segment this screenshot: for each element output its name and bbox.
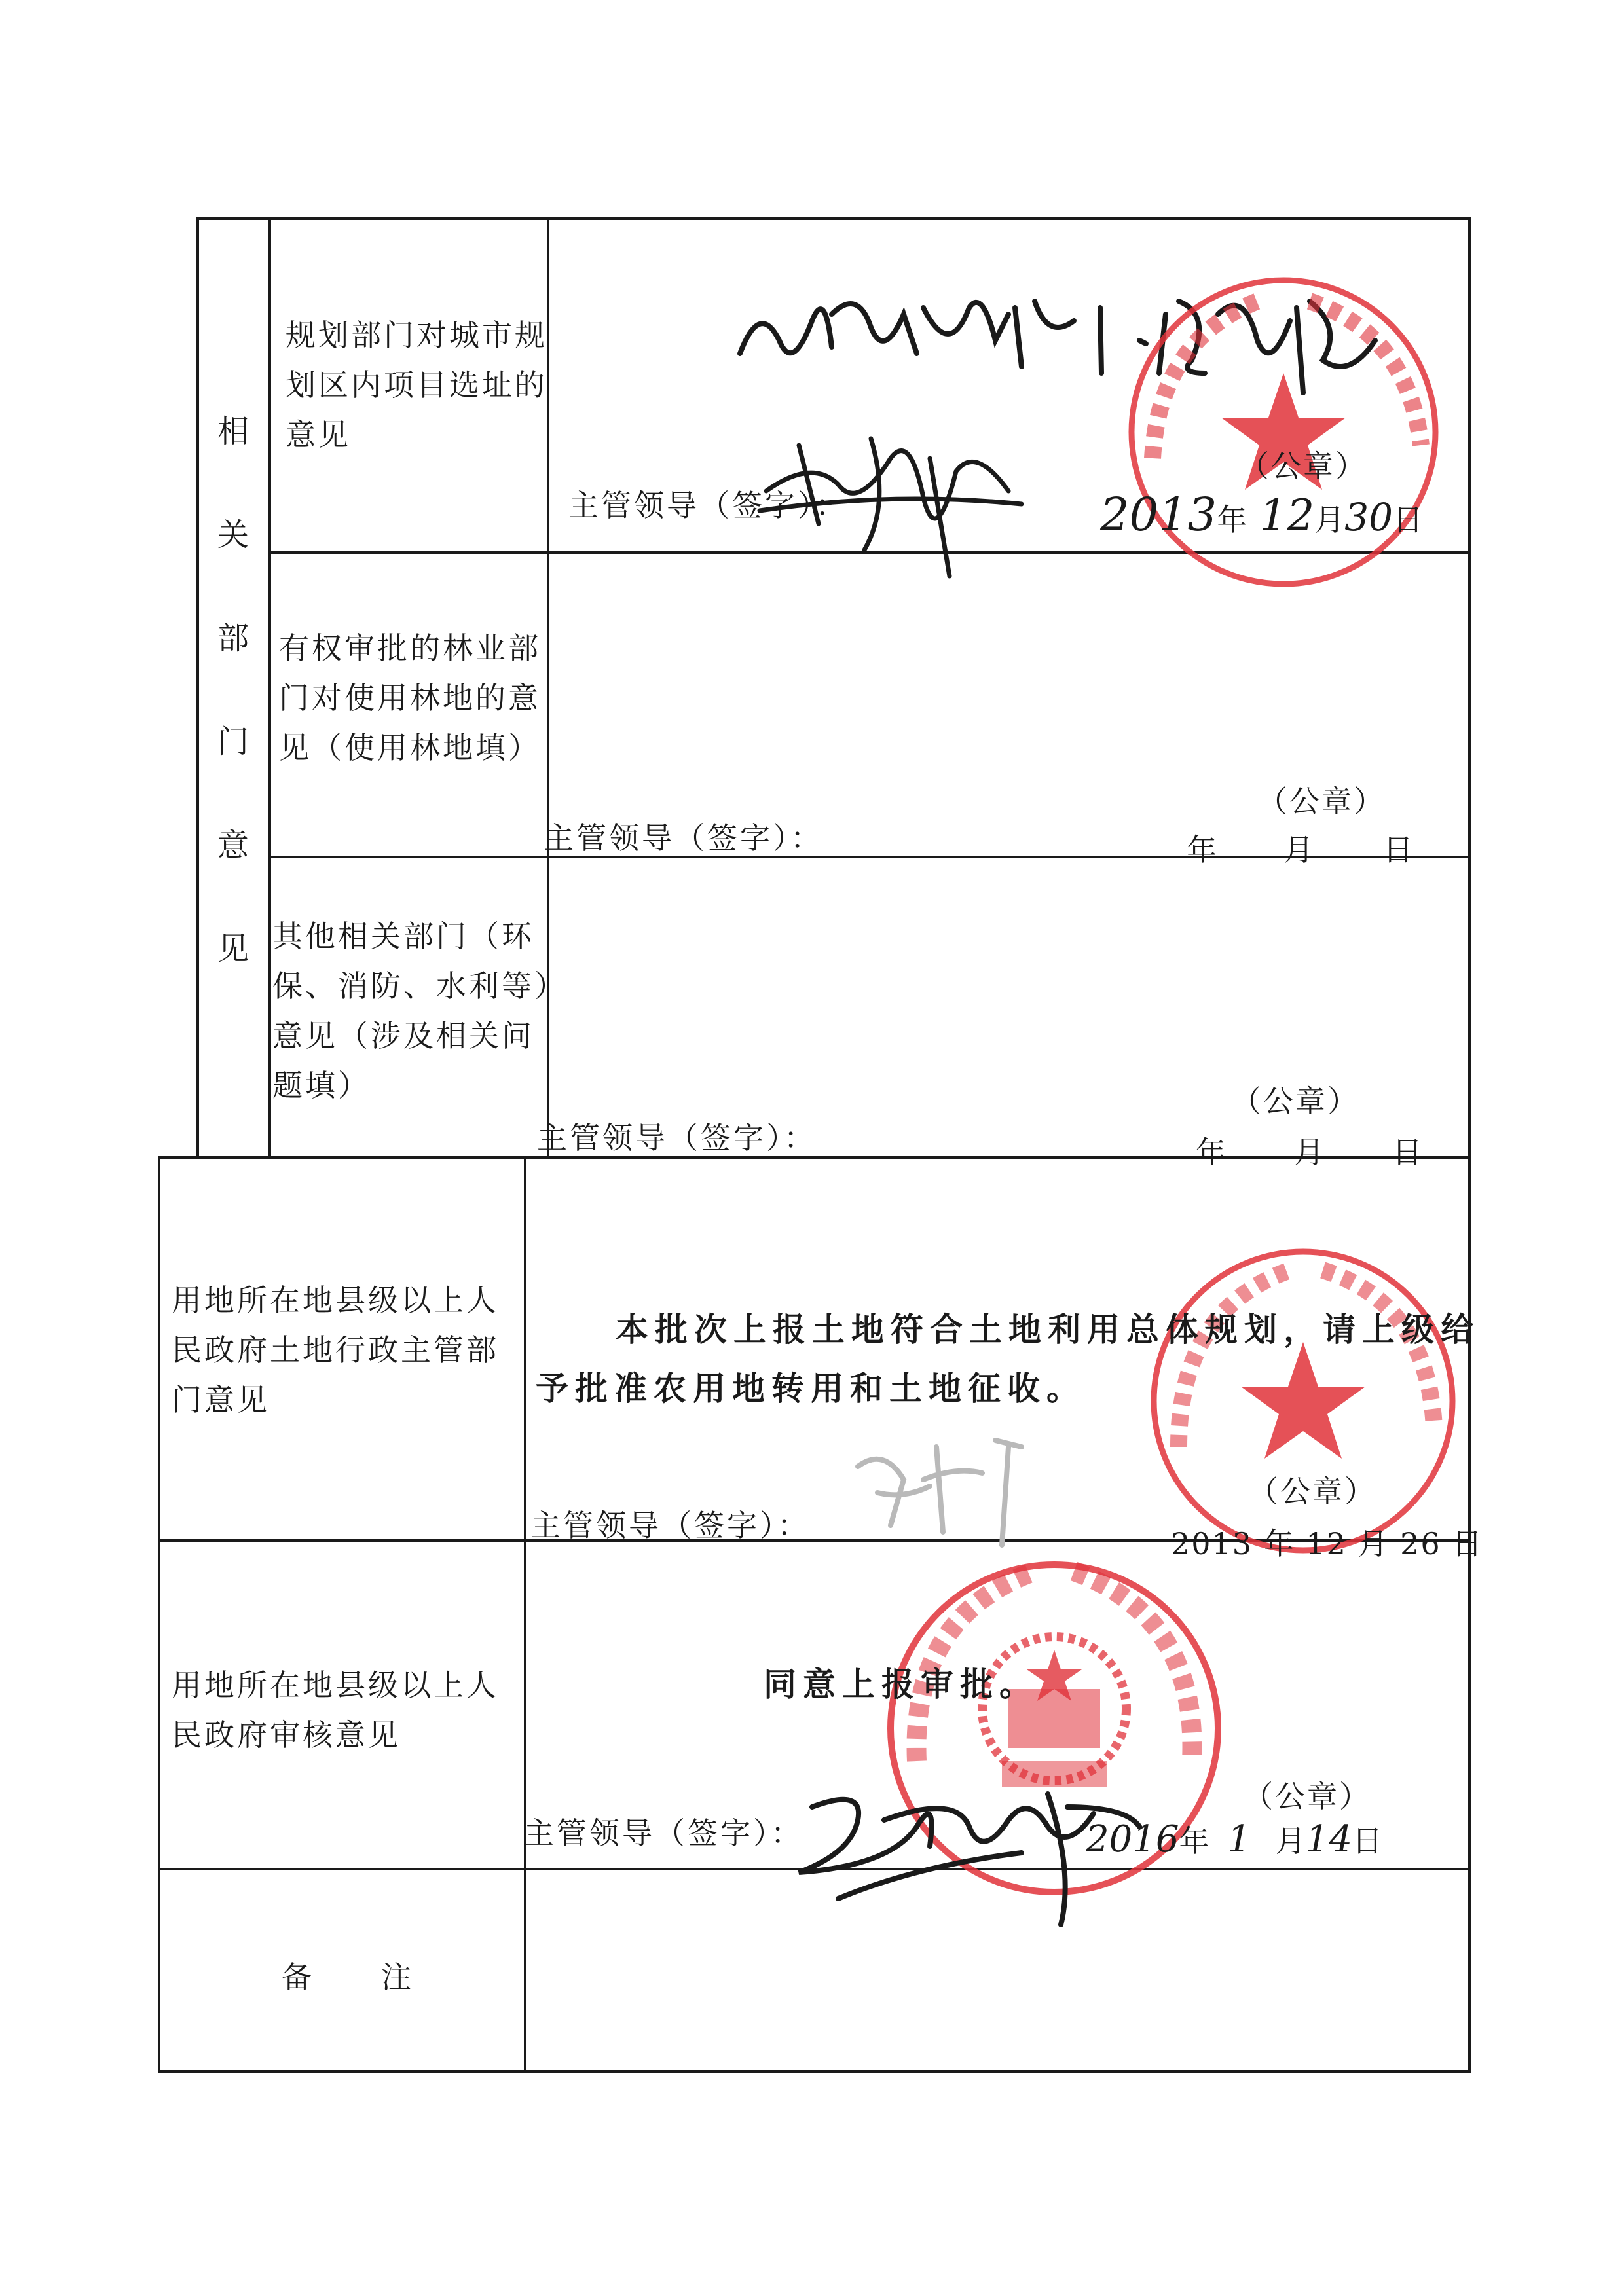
row5-label-line: 民政府审核意见 (172, 1717, 401, 1753)
date-day-unit: 日 (1383, 832, 1413, 867)
row4-label-line: 门意见 (172, 1382, 270, 1417)
row2-label-line: 门对使用林地的意 (279, 680, 541, 716)
date-day-unit: 日 (1392, 1135, 1422, 1170)
row4-opinion-line: 予批准农用地转用和土地征收。 (536, 1369, 1086, 1408)
row1-signature-label: 主管领导（签字）： (568, 488, 848, 523)
side-label-char: 关 (217, 517, 249, 553)
row5-date (1086, 1817, 1382, 1861)
row1-label (286, 310, 547, 460)
table-border-bottom (158, 2070, 1471, 2073)
side-label-char: 门 (217, 723, 249, 760)
row4-label-line: 用地所在地县级以上人 (172, 1283, 499, 1318)
side-label-char: 意 (217, 827, 249, 864)
side-label-char: 部 (217, 620, 249, 657)
row1-seal-label: （公章） (1239, 448, 1367, 484)
date-month-unit: 月 (1275, 1823, 1306, 1859)
side-label-char: 相 (217, 413, 249, 450)
date-day: 30 (1344, 495, 1393, 539)
date-year-unit: 年 (1179, 1823, 1209, 1859)
row5-label (172, 1660, 499, 1760)
row4-signature (851, 1421, 1048, 1552)
row3-signature-label: 主管领导（签字）： (537, 1120, 817, 1156)
date-year: 2013 (1100, 488, 1217, 541)
row5-signature (786, 1768, 1153, 1964)
row1-label-line: 划区内项目选址的 (286, 367, 547, 403)
table-border-left-lower (158, 1156, 160, 2073)
row2-label (279, 623, 541, 773)
column-divider-lower (524, 1156, 526, 2073)
date-year-unit: 年 (1196, 1135, 1226, 1170)
table-border-left-upper (196, 217, 199, 1159)
date-month-unit: 月 (1314, 502, 1345, 538)
date-day-unit: 日 (1393, 502, 1424, 538)
row3-label-line: 保、消防、水利等） (272, 968, 567, 1004)
row1-label-line: 意见 (286, 417, 351, 452)
row4-seal-label: （公章） (1248, 1474, 1376, 1509)
date-month: 1 (1227, 1818, 1251, 1861)
row4-label-line: 民政府土地行政主管部 (172, 1332, 499, 1368)
row4-signature-label: 主管领导（签字）： (530, 1508, 810, 1543)
row4-label (172, 1275, 499, 1425)
remarks-label: 备 注 (282, 1959, 431, 1995)
row5-label-line: 用地所在地县级以上人 (172, 1667, 499, 1703)
date-year-unit: 年 (1217, 502, 1247, 538)
row3-label (272, 911, 567, 1110)
row2-signature-label: 主管领导（签字）： (544, 820, 823, 856)
row5-opinion: 同意上报审批。 (764, 1665, 1039, 1704)
table-border-top (196, 217, 1471, 220)
row3-label-line: 意见（涉及相关问 (272, 1018, 534, 1053)
date-year-unit: 年 (1187, 832, 1217, 867)
date-day: 14 (1305, 1818, 1353, 1861)
row1-signature (760, 419, 1035, 589)
date-day-unit: 日 (1352, 1823, 1383, 1859)
row2-seal-label: （公章） (1257, 784, 1386, 819)
row2-label-line: 见（使用林地填） (279, 730, 541, 765)
table-border-right (1468, 217, 1471, 2073)
date-month-unit: 月 (1294, 1135, 1324, 1170)
date-month: 12 (1259, 490, 1315, 541)
row1-date (1100, 488, 1423, 541)
row5-seal-label: （公章） (1243, 1779, 1371, 1814)
row1-label-line: 规划部门对城市规 (286, 318, 547, 353)
row5-signature-label: 主管领导（签字）： (524, 1815, 803, 1851)
side-label-char: 见 (217, 930, 249, 967)
row2-label-line: 有权审批的林业部 (279, 630, 541, 666)
planning-bureau-seal (1113, 262, 1454, 602)
row4-opinion-line: 本批次上报土地符合土地利用总体规划，请上级给 (616, 1310, 1480, 1349)
row4-date: 2013 年 12 月 26 日 (1171, 1526, 1484, 1561)
row3-label-line: 其他相关部门（环 (272, 919, 534, 954)
side-label-divider (268, 217, 271, 1159)
date-month-unit: 月 (1283, 832, 1314, 867)
date-year: 2016 (1086, 1818, 1179, 1861)
row3-label-line: 题填） (272, 1068, 371, 1103)
row3-seal-label: （公章） (1231, 1084, 1359, 1119)
row4-opinion (536, 1300, 1480, 1418)
